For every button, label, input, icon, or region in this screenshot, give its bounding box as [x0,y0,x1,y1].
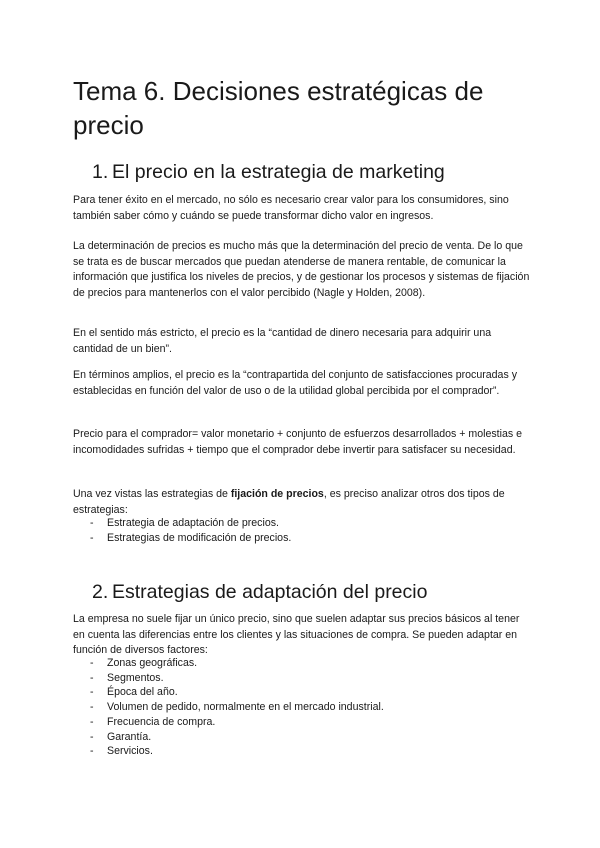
paragraph: La empresa no suele fijar un único precio, sino que suelen adaptar sus precios básicos al tener en cuenta las diferencias entre los clientes y las situaciones de compra. Se pueden adaptar en función de diversos factores: [73,613,520,656]
section-2-title: Estrategias de adaptación del precio [112,581,428,603]
paragraph: Para tener éxito en el mercado, no sólo es necesario crear valor para los consumidores, sino también saber cómo y cuándo se puede transformar dicho valor en ingresos. [73,194,509,222]
dash-marker: - [90,657,94,669]
list-item-text: Volumen de pedido, normalmente en el mercado industrial. [107,701,384,714]
list-item-text: Segmentos. [107,671,164,684]
document-title: Tema 6. Decisiones estratégicas de precio [73,76,484,140]
list-item-text: Estrategias de modificación de precios. [107,531,292,544]
list-item [73,730,533,745]
text-run: , es preciso analizar otros dos tipos de estrategias: [73,488,505,516]
list-item-text: Servicios. [107,745,153,758]
section-1-title: El precio en la estrategia de marketing [112,161,445,183]
paragraph: La determinación de precios es mucho más que la determinación del precio de venta. De lo que se trata es de buscar mercados que puedan atenderse de manera rentable, de comunicar la información que justifica los niveles de precios, y de gestionar los procesos y sistemas de fijación de precios para mantenerlos con el valor percibido (Nagle y Holden, 2008). [73,240,530,299]
bullet-list [73,656,533,759]
section-2-number: 2. [92,581,109,603]
paragraph [73,487,533,518]
dash-marker: - [90,745,94,758]
dash-marker: - [90,686,94,699]
list-item-text: Época del año. [107,686,178,699]
bold-text: fijación de precios [230,488,324,500]
list-item [73,715,533,730]
paragraph: Precio para el comprador= valor monetario + conjunto de esfuerzos desarrollados + molestias e incomodidades sufridas + tiempo que el comprador debe invertir para satisfacer su necesidad. [73,428,523,456]
list-item [73,656,533,671]
list-item [73,531,533,546]
section-1-heading [92,160,445,184]
dash-marker: - [90,730,94,743]
list-item [73,516,533,531]
list-item [73,685,533,700]
list-item [73,700,533,715]
text-run: Una vez vistas las estrategias de [73,488,231,500]
bullet-list [73,516,533,545]
list-item-text: Zonas geográficas. [107,657,198,669]
section-2-heading [92,580,427,604]
section-1-number: 1. [92,161,109,183]
list-item-text: Garantía. [107,730,152,743]
list-item [73,744,533,759]
dash-marker: - [90,517,94,529]
dash-marker: - [90,715,94,728]
dash-marker: - [90,531,94,544]
list-item-text: Frecuencia de compra. [107,715,216,728]
list-item [73,671,533,686]
paragraph: En términos amplios, el precio es la “contrapartida del conjunto de satisfacciones procuradas y establecidas en función del valor de uso o de la utilidad global percibida por el comprador”. [73,369,517,397]
paragraph: En el sentido más estricto, el precio es la “cantidad de dinero necesaria para adquirir una cantidad de un bien”. [73,327,492,355]
list-item-text: Estrategia de adaptación de precios. [107,517,279,529]
dash-marker: - [90,701,94,714]
dash-marker: - [90,671,94,684]
